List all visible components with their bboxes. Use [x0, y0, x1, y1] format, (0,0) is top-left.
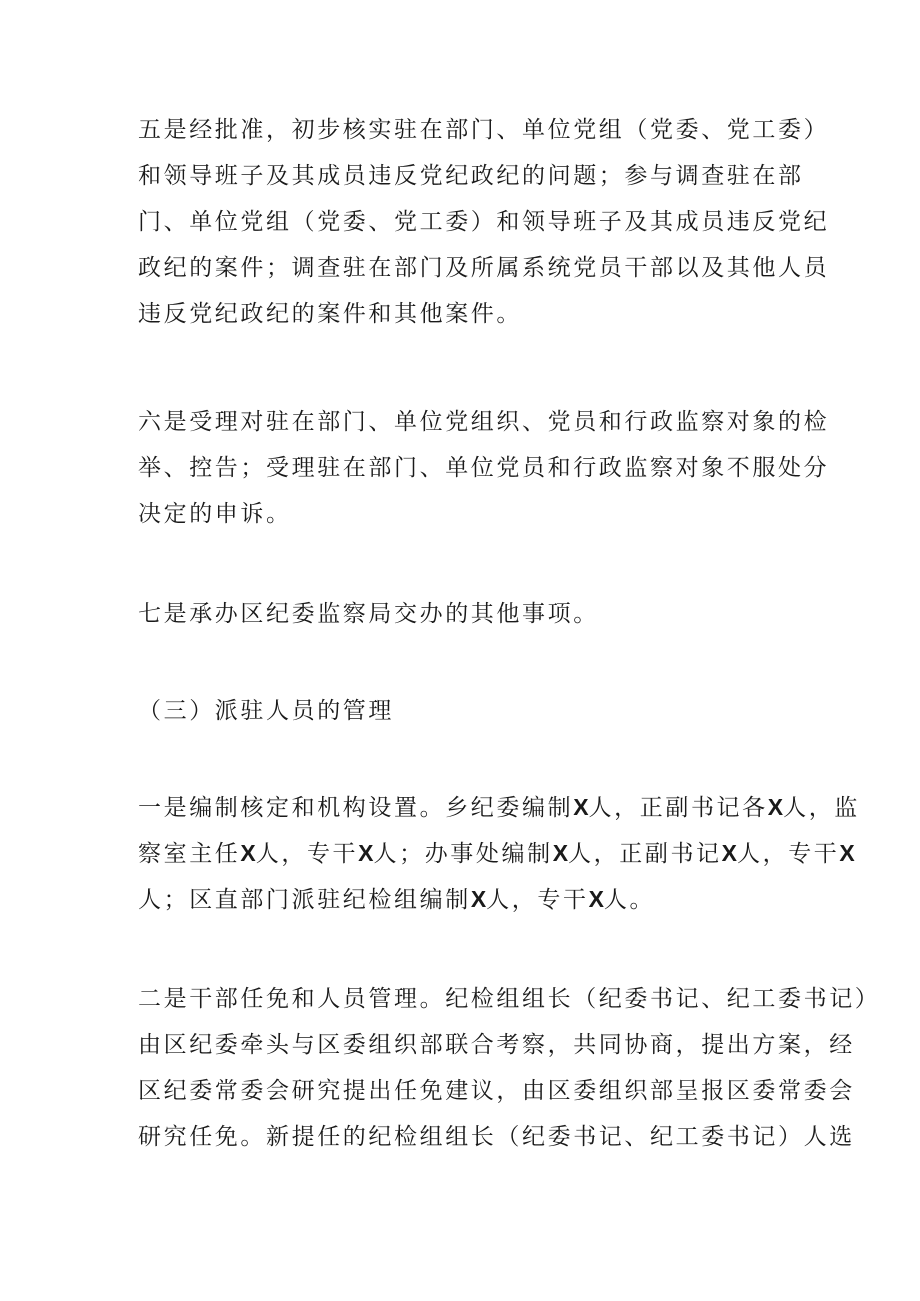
- text-run: 人，专干: [486, 887, 589, 913]
- text-run: 人；办事处编制: [373, 841, 553, 867]
- section-heading: （三）派驻人员的管理: [138, 698, 394, 724]
- paragraph-staffing: [138, 784, 860, 922]
- paragraph-item-5: [138, 107, 830, 337]
- text-run: 人。: [603, 887, 656, 913]
- text-line: [138, 876, 788, 922]
- text-line: 违反党纪政纪的案件和其他案件。: [138, 301, 522, 327]
- text-run: 人，正副书记各: [588, 795, 768, 821]
- text-line: 区纪委常委会研究提出任免建议，由区委组织部呈报区委常委会: [138, 1078, 855, 1104]
- text-run: 人；区直部门派驻纪检组编制: [138, 887, 471, 913]
- text-line: 由区纪委牵头与区委组织部联合考察，共同协商，提出方案，经: [138, 1032, 855, 1058]
- text-line: [138, 830, 855, 876]
- placeholder-x: X: [358, 840, 374, 866]
- paragraph-item-7: [138, 591, 788, 637]
- text-line: 举、控告；受理驻在部门、单位党员和行政监察对象不服处分: [138, 455, 830, 481]
- text-line: 门、单位党组（党委、党工委）和领导班子及其成员违反党纪: [138, 209, 830, 235]
- placeholder-x: X: [721, 840, 737, 866]
- text-run: 人，专干: [255, 841, 359, 867]
- placeholder-x: X: [552, 840, 569, 866]
- text-run: 一是编制核定和机构设置。乡纪委编制: [138, 795, 574, 821]
- paragraph-cadre-management: [138, 976, 881, 1160]
- text-run: 人，监: [783, 795, 860, 821]
- paragraph-item-6: [138, 399, 830, 537]
- text-run: 人，专干: [737, 841, 840, 867]
- text-line: [138, 784, 860, 830]
- text-run: 察室主任: [138, 841, 241, 867]
- text-line: 政纪的案件；调查驻在部门及所属系统党员干部以及其他人员: [138, 255, 830, 281]
- text-line: 和领导班子及其成员违反党纪政纪的问题；参与调查驻在部: [138, 163, 804, 189]
- text-run: 人，正副书记: [568, 841, 722, 867]
- placeholder-x: X: [573, 794, 589, 820]
- placeholder-x: X: [240, 840, 256, 866]
- text-line: 五是经批准，初步核实驻在部门、单位党组（党委、党工委）: [138, 117, 830, 143]
- text-line: 决定的申诉。: [138, 501, 292, 527]
- text-line: 二是干部任免和人员管理。纪检组组长（纪委书记、纪工委书记）: [138, 986, 881, 1012]
- placeholder-x: X: [839, 840, 855, 866]
- text-line: 七是承办区纪委监察局交办的其他事项。: [138, 601, 599, 627]
- placeholder-x: X: [767, 794, 784, 820]
- text-line: 研究任免。新提任的纪检组组长（纪委书记、纪工委书记）人选: [138, 1124, 855, 1150]
- text-line: 六是受理对驻在部门、单位党组织、党员和行政监察对象的检: [138, 409, 830, 435]
- placeholder-x: X: [588, 886, 604, 912]
- placeholder-x: X: [470, 886, 487, 912]
